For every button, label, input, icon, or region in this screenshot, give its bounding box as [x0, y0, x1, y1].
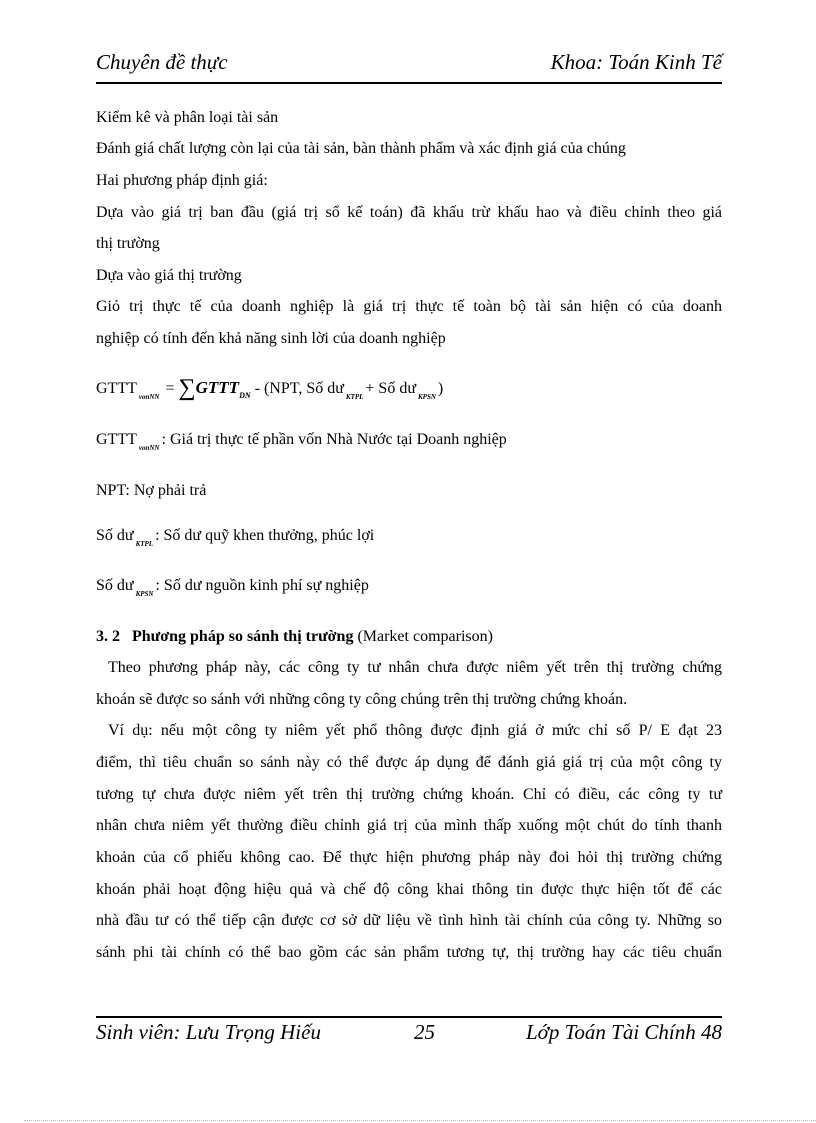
section-heading — [96, 627, 722, 647]
formula-sub-a: KTPL — [345, 393, 364, 401]
section-suffix: (Market comparison) — [357, 628, 493, 645]
section-title: Phương pháp so sánh thị trường — [132, 628, 354, 645]
def-subscript: KPSN — [135, 590, 154, 598]
paragraph-line: điểm, thì tiêu chuẩn so sánh này có thể được áp dụng để đánh giá giá trị của một công ty — [96, 754, 722, 771]
def-subscript: vonNN — [138, 444, 160, 452]
section-number: 3. 2 — [96, 628, 120, 645]
header-left-text: Chuyên đề thực — [96, 50, 228, 74]
page-header — [96, 48, 722, 80]
def-text: : Số dư quỹ khen thưởng, phúc lợi — [155, 527, 375, 544]
sigma-symbol: ∑ — [178, 375, 196, 401]
footer-rule — [96, 1016, 722, 1018]
body-line: Dựa vào giá trị ban đầu (giá trị sổ kế toán) đã khấu trừ khấu hao và điều chỉnh theo giá — [96, 204, 722, 221]
valuation-formula — [96, 376, 722, 401]
def-subscript: KTPL — [135, 540, 154, 548]
footer-student-name: Sinh viên: Lưu Trọng Hiếu — [96, 1020, 321, 1044]
paragraph-line: khoản của cổ phiếu không cao. Để thực hiện phương pháp này đoi hỏi thị trường chứng — [96, 849, 722, 866]
formula-term: GTTT — [195, 378, 240, 397]
body-line: Đánh giá chất lượng còn lại của tài sản, bàn thành phẩm và xác định giá của chúng — [96, 140, 626, 157]
formula-rest-a: - (NPT, Số dư — [254, 380, 344, 397]
body-line: thị trường — [96, 235, 160, 252]
formula-lhs-subscript: vonNN — [138, 393, 160, 401]
body-line: Hai phương pháp định giá: — [96, 172, 268, 189]
page-number: 25 — [414, 1020, 435, 1044]
definition-ktpl — [96, 526, 722, 548]
formula-rest-b: + Số dư — [365, 380, 416, 397]
def-term: GTTT — [96, 431, 137, 448]
body-line: Kiểm kê và phân loại tài sản — [96, 109, 279, 126]
formula-sub-b: KPSN — [418, 393, 436, 401]
paragraph-line: Ví dụ: nếu một công ty niêm yết phổ thông được định giá ở mức chỉ số P/ E đạt 23 — [108, 722, 722, 739]
paragraph-line: Theo phương pháp này, các công ty tư nhân chưa được niêm yết trên thị trường chứng — [108, 659, 722, 676]
paragraph-line: nhà đầu tư có thể tiếp cận được cơ sở dữ liệu về tình hình tài chính của công ty. Những so — [96, 912, 722, 929]
formula-equals: = — [165, 380, 175, 397]
paragraph-line: khoán sẽ được so sánh với những công ty công chúng trên thị trường chứng khoán. — [96, 691, 628, 708]
body-line: Dựa vào giá thị trường — [96, 267, 242, 284]
paragraph-line: khoán phải hoạt động hiệu quả và chế độ công khai thông tin được thực hiện tốt để các — [96, 881, 722, 898]
paragraph-line: nhân chưa niêm yết thường điều chỉnh giá trị của mình thấp xuống một chút do tính thanh — [96, 817, 722, 834]
body-line: Giỏ trị thực tế của doanh nghiệp là giá trị thực tế toàn bộ tài sản hiện có của doanh — [96, 298, 722, 315]
def-term: Số dư — [96, 527, 134, 544]
definition-gttt — [96, 430, 722, 452]
body-line: nghiệp có tính đến khả năng sinh lời của doanh nghiệp — [96, 330, 446, 347]
header-right-text: Khoa: Toán Kinh Tế — [550, 50, 722, 74]
paragraph-line: tương tự chưa được niêm yết trên thị trường chứng khoán. Chỉ có điều, các công ty tư — [96, 786, 722, 803]
paragraph-line: sánh phi tài chính có thể bao gồm các sản phẩm tương tự, thị trường hay các tiêu chuẩn — [96, 944, 722, 961]
page-boundary-dotted-line — [24, 1120, 816, 1121]
formula-term-subscript: DN — [239, 391, 251, 400]
definition-kpsn — [96, 576, 722, 598]
footer-class-name: Lớp Toán Tài Chính 48 — [526, 1020, 722, 1044]
formula-lhs: GTTT — [96, 380, 137, 397]
def-term: Số dư — [96, 577, 134, 594]
def-text: : Số dư nguồn kinh phí sự nghiệp — [155, 577, 369, 594]
header-rule — [96, 82, 722, 84]
def-text: : Giá trị thực tế phần vốn Nhà Nước tại Doanh nghiệp — [161, 431, 507, 448]
formula-close: ) — [437, 380, 444, 397]
page-footer — [96, 1020, 722, 1050]
definition-npt: NPT: Nợ phải trả — [96, 482, 207, 499]
